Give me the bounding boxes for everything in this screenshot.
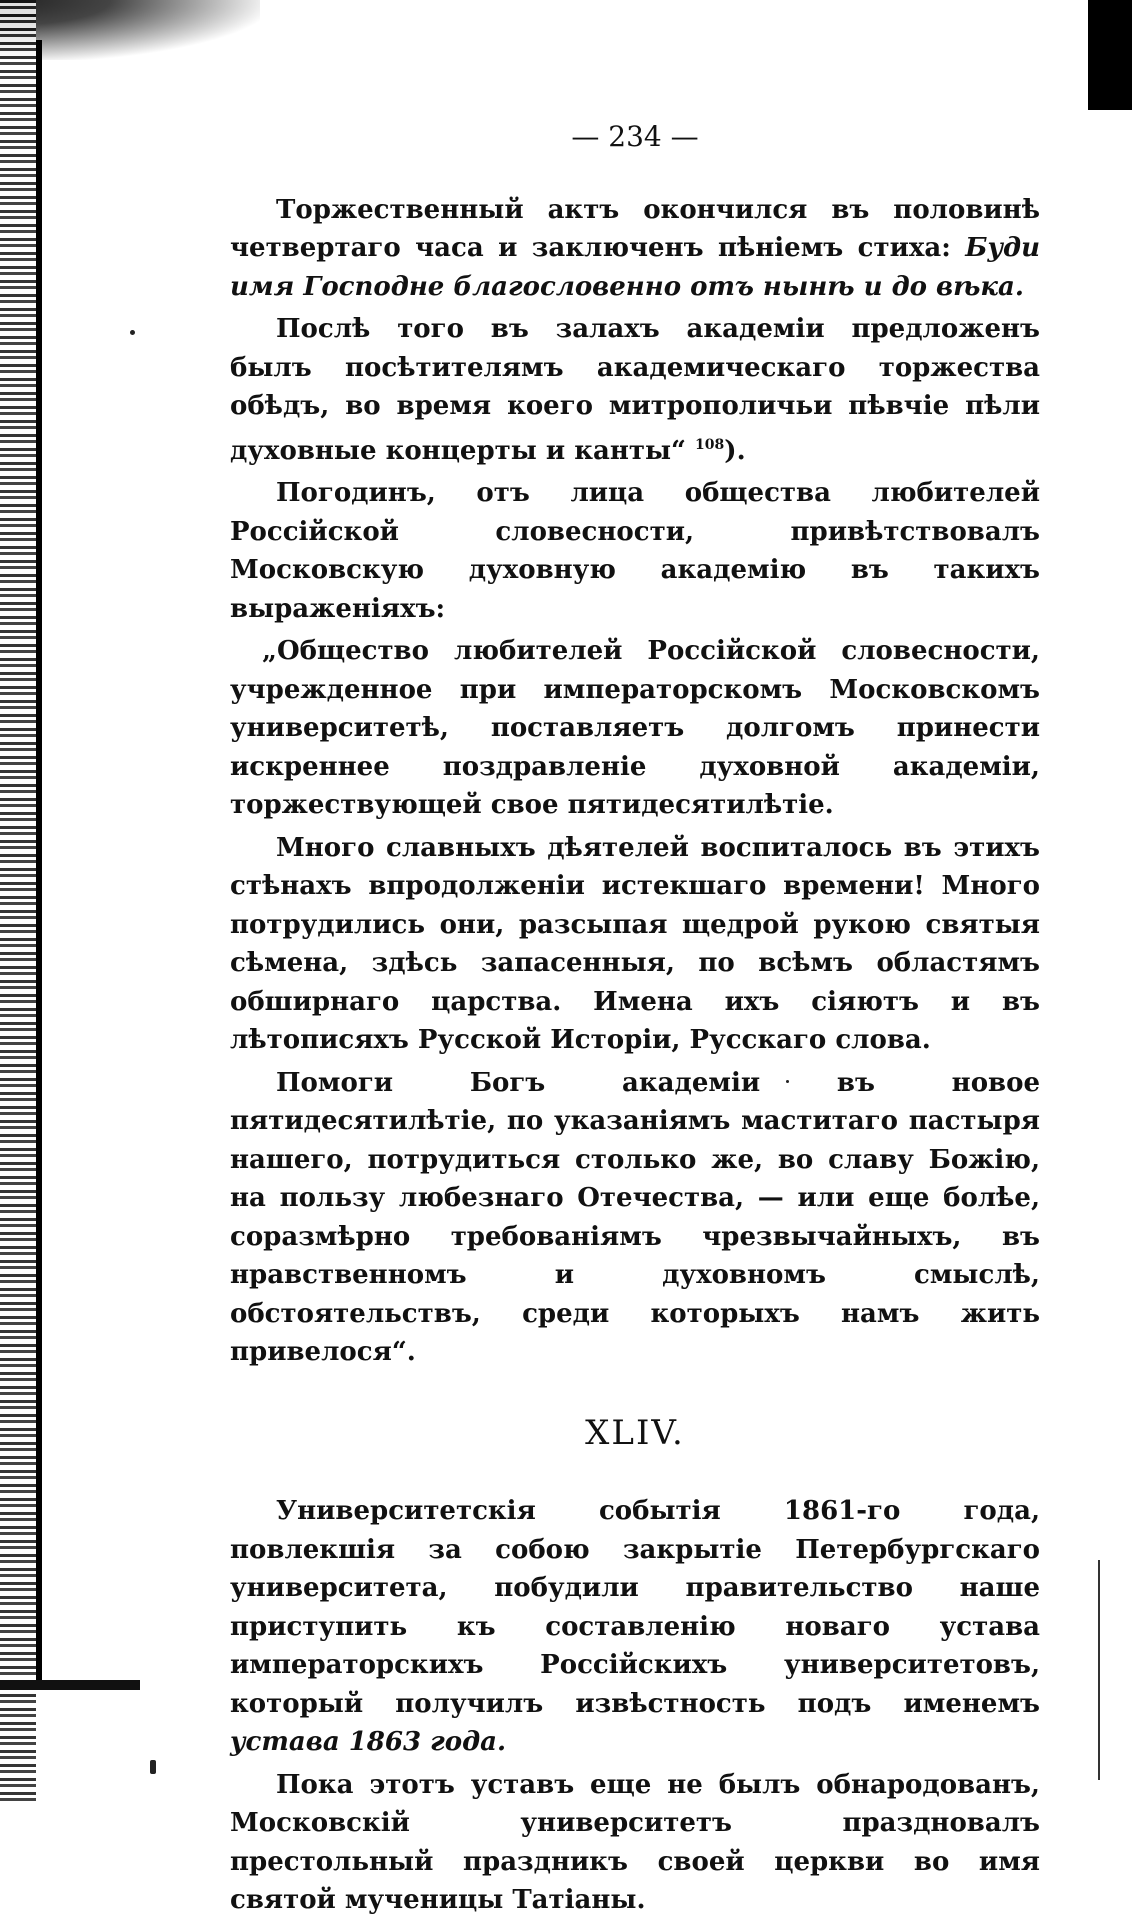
section-title: XLIV. — [585, 1412, 685, 1453]
scan-edge-right — [1088, 0, 1132, 110]
paragraph-text: Университетскія событія 1861-го года, повлекшія за собою закрытіе Петербургскаго университета, побудили правительство наше приступить къ составленію новаго устава императорскихъ Россійскихъ университетовъ, который получилъ извѣстность подъ именемъ — [230, 1496, 1040, 1719]
page-text — [230, 118, 1040, 1924]
paragraph-text: „Общество любителей Россійской словесности, учрежденное при императорскомъ Московскомъ университетѣ, поставляетъ долгомъ принести искреннее поздравленіе духовной академіи, торжествующей свое пятидесятилѣтіе. — [230, 636, 1040, 820]
italic-phrase: устава 1863 года. — [230, 1727, 507, 1757]
page-number: — 234 — — [571, 120, 699, 153]
paragraph — [230, 474, 1040, 628]
paragraph-text: Помоги Богъ академіи въ новое пятидесятилѣтіе, по указаніямъ маститаго пастыря нашего, потрудиться столько же, во славу Божію, на пользу любезнаго Отечества, — или еще болѣе, соразмѣрно требованіямъ чрезвычайныхъ, въ нравственномъ и духовномъ смыслѣ, обстоятельствъ, среди которыхъ намъ жить привелося“. — [230, 1067, 1040, 1367]
footnote-ref: 108 — [695, 436, 725, 453]
scan-edge-left-bar — [36, 40, 42, 1680]
paragraph-text: Погодинъ, отъ лица общества любителей Россійской словесности, привѣтствовалъ Московскую духовную академію въ такихъ выраженіяхъ: — [230, 478, 1040, 624]
paragraph — [230, 632, 1040, 825]
paragraph — [230, 310, 1040, 470]
scan-edge-left — [0, 0, 36, 1801]
paragraph-text: Послѣ того въ залахъ академіи предложенъ былъ посѣтителямъ академическаго торжества обѣдъ, во время коего митрополичьи пѣвчіе пѣли духовные концерты и канты“ — [230, 314, 1040, 466]
paragraph — [230, 829, 1040, 1060]
italic-quote: Буди имя Господне благословенно отъ нынѣ и до вѣка. — [230, 233, 1040, 302]
paragraph-text: Пока этотъ уставъ еще не былъ обнародованъ, Московскій университетъ праздновалъ престольный праздникъ своей церкви во имя святой мученицы Татіаны. — [230, 1769, 1040, 1915]
scan-edge-right-line — [1098, 1560, 1100, 1780]
scan-speck — [150, 1760, 156, 1774]
paragraph — [230, 1492, 1040, 1762]
paragraph — [230, 191, 1040, 307]
paragraph — [230, 1064, 1040, 1372]
paragraph-text: Много славныхъ дѣятелей воспиталось въ этихъ стѣнахъ впродолженіи истекшаго времени! Много потрудились они, разсыпая щедрой рукою святыя сѣмена, здѣсь запасенныя, по всѣмъ областямъ обширнаго царства. Имена ихъ сіяютъ и въ лѣтописяхъ Русской Исторіи, Русскаго слова. — [230, 832, 1040, 1055]
paragraph-tail: ). — [724, 435, 746, 466]
paragraph — [230, 1766, 1040, 1920]
scan-edge-bottom-left — [0, 1680, 140, 1690]
paragraph-text: Торжественный актъ окончился въ половинѣ четвертаго часа и заключенъ пѣніемъ стиха: — [230, 194, 1040, 263]
scan-speck — [130, 330, 135, 335]
